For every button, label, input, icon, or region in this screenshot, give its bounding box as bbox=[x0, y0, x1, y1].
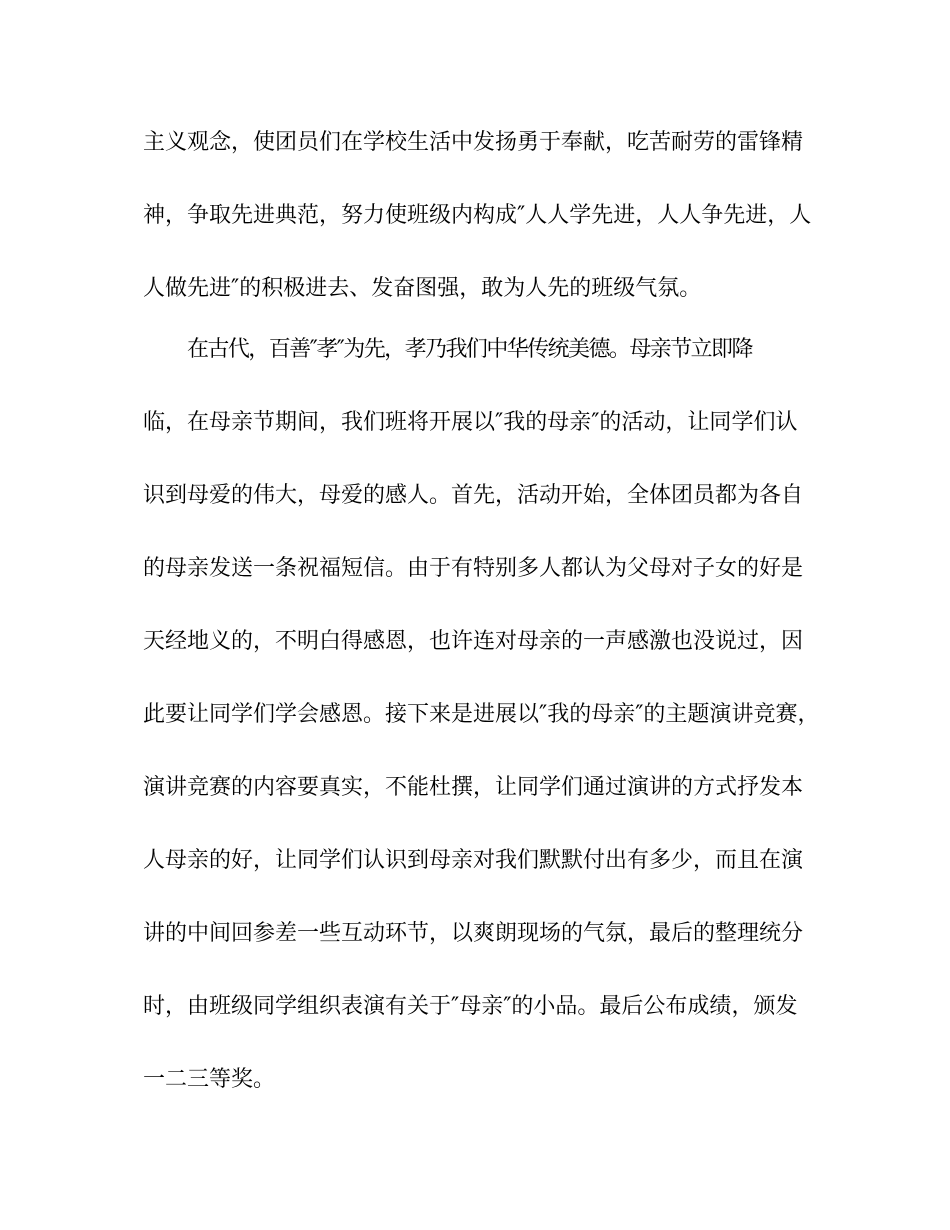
text-line: 一二三等奖。 bbox=[143, 1067, 276, 1092]
text-line: 主义观念，使团员们在学校生活中发扬勇于奉献，吃苦耐劳的雷锋精 bbox=[143, 130, 804, 155]
text-line: 神，争取先进典范，努力使班级内构成″人人学先进，人人争先进，人 bbox=[143, 203, 812, 228]
text-line: 人做先进″的积极进去、发奋图强，敢为人先的班级气氛。 bbox=[143, 276, 702, 301]
text-line: 的母亲发送一条祝福短信。由于有特别多人都认为父母对子女的好是 bbox=[143, 556, 804, 581]
text-line: 讲的中间回参差一些互动环节，以爽朗现场的气氛，最后的整理统分 bbox=[143, 921, 804, 946]
paragraph-first-line: 在古代，百善″孝″为先，孝乃我们中华传统美德。母亲节立即降 bbox=[187, 337, 752, 362]
text-line: 临，在母亲节期间，我们班将开展以″我的母亲″的活动，让同学们认 bbox=[143, 410, 798, 435]
text-line: 演讲竞赛的内容要真实，不能杜撰，让同学们通过演讲的方式抒发本 bbox=[143, 775, 804, 800]
text-line: 时，由班级同学组织表演有关于″母亲″的小品。最后公布成绩，颁发 bbox=[143, 994, 798, 1019]
text-line: 天经地义的，不明白得感恩，也许连对母亲的一声感激也没说过，因 bbox=[143, 629, 804, 654]
text-line: 此要让同学们学会感恩。接下来是进展以″我的母亲″的主题演讲竞赛， bbox=[143, 702, 820, 727]
text-line: 识到母爱的伟大，母爱的感人。首先，活动开始，全体团员都为各自 bbox=[143, 483, 804, 508]
text-line: 人母亲的好，让同学们认识到母亲对我们默默付出有多少，而且在演 bbox=[143, 848, 804, 873]
